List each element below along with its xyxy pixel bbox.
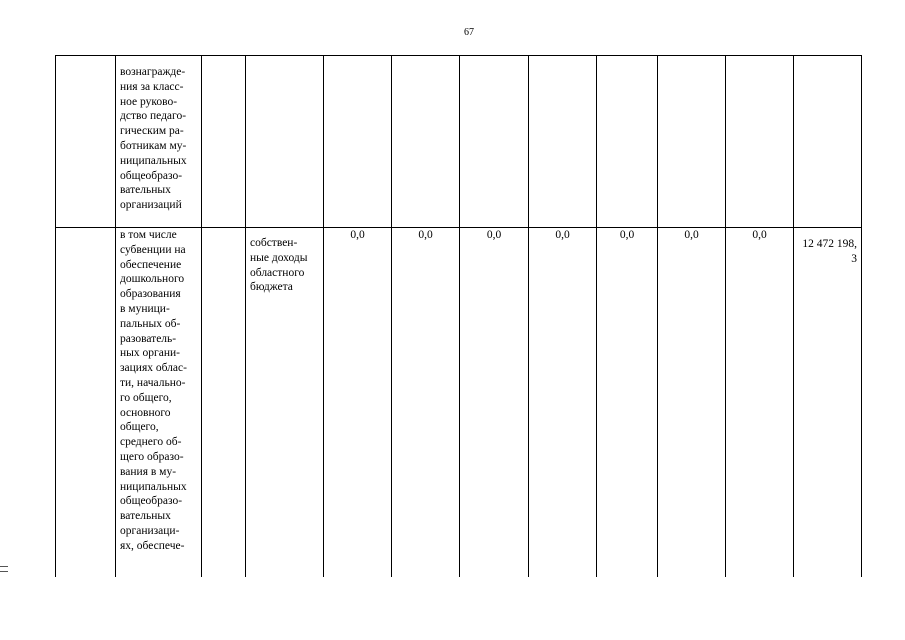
total-cell	[794, 56, 862, 228]
description-cell: вознагражде- ния за класс- ное руково- дство педаго- гическим ра- ботникам му- ниципальных общеобразо- вательных организаций	[116, 56, 202, 228]
value-cell: 0,0	[392, 228, 460, 578]
total-cell: 12 472 198, 3	[794, 228, 862, 578]
source-cell: собствен- ные доходы областного бюджета	[246, 228, 324, 578]
value-cell	[529, 56, 597, 228]
value-cell: 0,0	[597, 228, 658, 578]
value-cell	[392, 56, 460, 228]
value-cell: 0,0	[529, 228, 597, 578]
value-cell: 0,0	[726, 228, 794, 578]
number-cell	[56, 56, 116, 228]
page-number: 67	[464, 27, 474, 38]
value-cell: 0,0	[460, 228, 529, 578]
empty-cell	[202, 228, 246, 578]
empty-cell	[202, 56, 246, 228]
value-cell	[658, 56, 726, 228]
value-cell	[597, 56, 658, 228]
number-cell	[56, 228, 116, 578]
value-cell: 0,0	[324, 228, 392, 578]
table-row	[56, 228, 862, 578]
margin-mark	[0, 566, 8, 572]
budget-table	[55, 55, 862, 577]
value-cell	[324, 56, 392, 228]
value-cell	[460, 56, 529, 228]
table-row	[56, 56, 862, 228]
description-cell: в том числе субвенции на обеспечение дошкольного образования в муници- пальных об- разователь- ных органи- зациях облас- ти, начально- го общего, основного общего, среднего об- щего образо- вания в му- ниципальных общеобразо- вательных организаци- ях, обеспече-	[116, 228, 202, 578]
value-cell	[726, 56, 794, 228]
source-cell	[246, 56, 324, 228]
value-cell: 0,0	[658, 228, 726, 578]
